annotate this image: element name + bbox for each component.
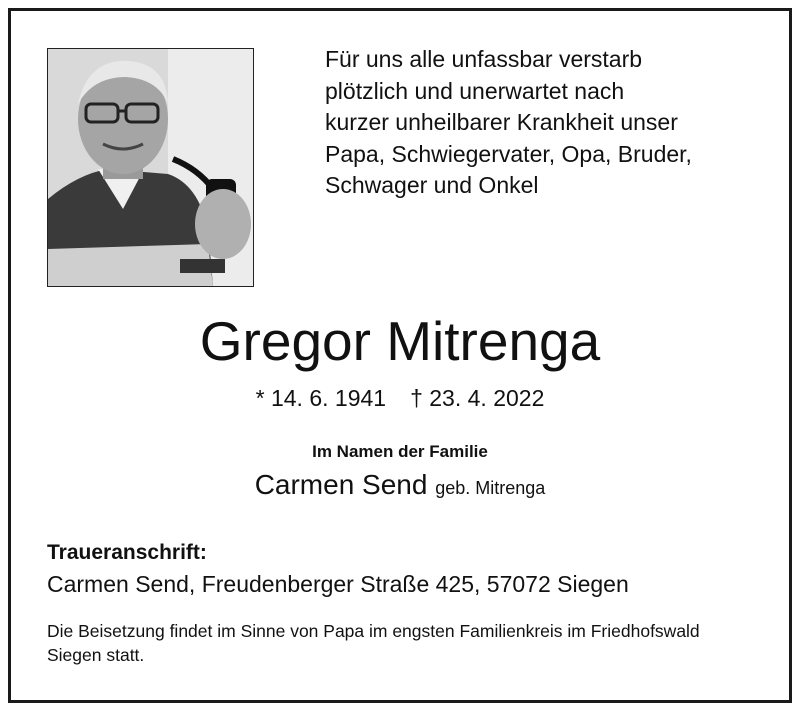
intro-line: Für uns alle unfassbar verstarb (325, 46, 643, 72)
family-member-name: Carmen Send (254, 469, 428, 500)
family-label: Im Namen der Familie (312, 442, 488, 461)
intro-line: plötzlich und unerwartet nach (325, 77, 625, 104)
intro-text (325, 44, 765, 202)
address-text: Carmen Send, Freudenberger Straße 425, 57072 Siegen (47, 571, 629, 597)
address-label: Traueranschrift: (47, 541, 207, 564)
life-dates (0, 383, 800, 413)
family-signature (0, 467, 800, 506)
burial-note: Die Beisetzung findet im Sinne von Papa im engsten Familienkreis im Friedhofswald Siegen statt. (47, 621, 700, 665)
death-date: † 23. 4. 2022 (410, 385, 545, 411)
intro-line: Schwager und Onkel (325, 172, 539, 198)
birth-date: * 14. 6. 1941 (255, 385, 387, 411)
deceased-name: Gregor Mitrenga (199, 310, 601, 372)
portrait-photo (47, 48, 254, 287)
maiden-name: geb. Mitrenga (435, 478, 546, 498)
intro-line: Papa, Schwiegervater, Opa, Bruder, (325, 140, 692, 167)
portrait-image (48, 49, 253, 286)
intro-line: kurzer unheilbarer Krankheit unser (325, 109, 678, 135)
